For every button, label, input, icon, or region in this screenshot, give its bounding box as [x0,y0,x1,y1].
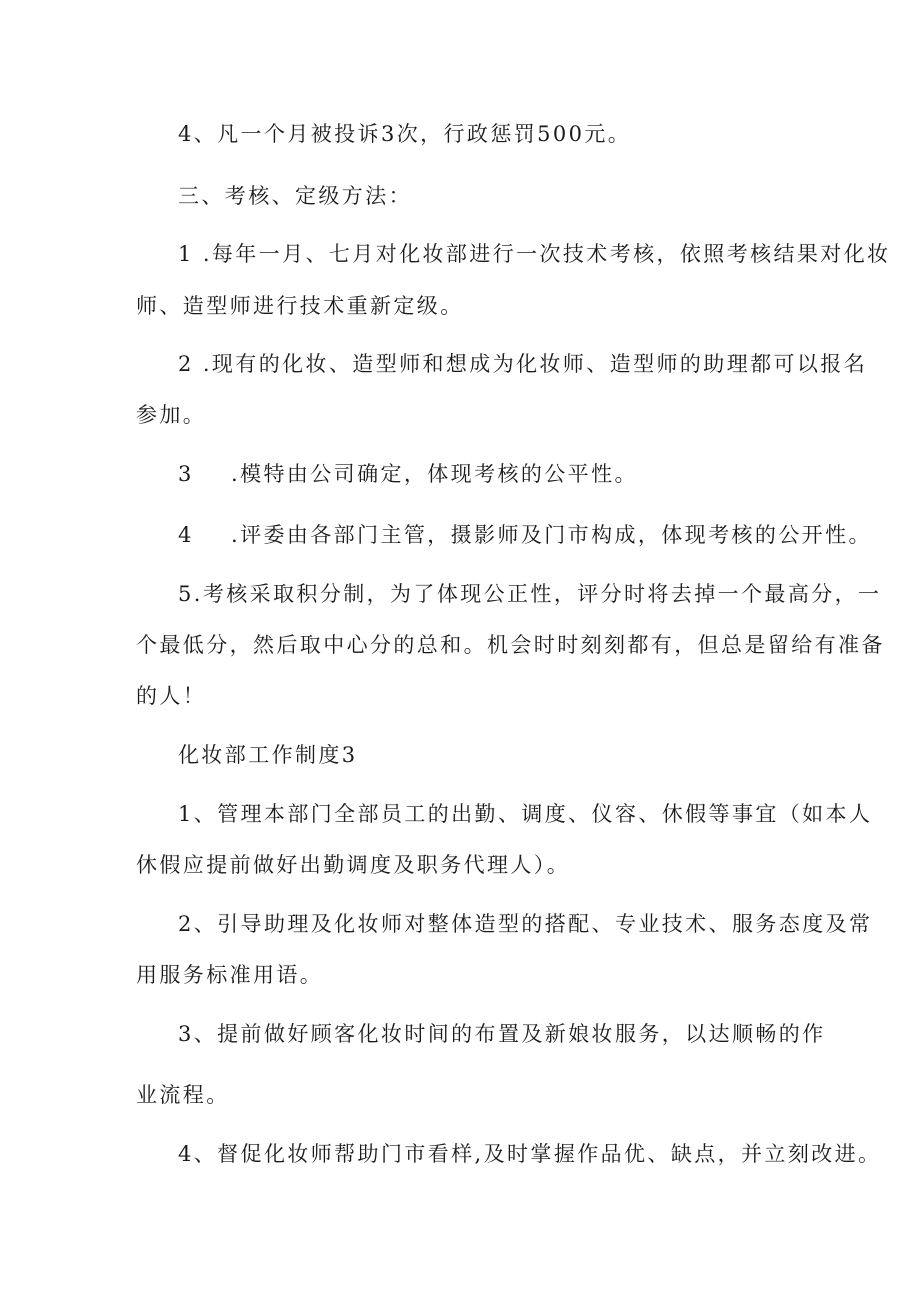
work-rule-3-line-2: 业流程。 [136,1083,230,1107]
assessment-item-3-number: 3 [178,462,194,486]
work-rule-1-line-1: 1、管理本部门全部员工的出勤、调度、仪容、休假等事宜（如本人 [178,802,873,826]
section-title-work-rules-3: 化妆部工作制度3 [178,743,358,767]
work-rule-2-line-1: 2、引导助理及化妆师对整体造型的搭配、专业技术、服务态度及常 [178,912,873,936]
assessment-item-2-line-1: 2 .现有的化妆、造型师和想成为化妆师、造型师的助理都可以报名 [178,352,868,376]
assessment-item-1-line-1: 1 .每年一月、七月对化妆部进行一次技术考核，依照考核结果对化妆 [178,242,891,266]
section-heading-assessment: 三、考核、定级方法： [178,184,412,208]
assessment-item-4-number: 4 [178,523,194,547]
work-rule-2-line-2: 用服务标准用语。 [136,963,324,987]
work-rule-4: 4、督促化妆师帮助门市看样,及时掌握作品优、缺点，并立刻改进。 [178,1142,882,1166]
assessment-item-2-line-2: 参加。 [136,403,207,427]
penalty-rule-4: 4、凡一个月被投诉3次，行政惩罚500元。 [178,122,632,146]
assessment-item-4-text: .评委由各部门主管，摄影师及门市构成，体现考核的公开性。 [231,523,872,547]
assessment-item-5-line-3: 的人！ [136,684,207,708]
assessment-item-5-line-2: 个最低分，然后取中心分的总和。机会时时刻刻都有，但总是留给有准备 [136,633,885,657]
assessment-item-1-line-2: 师、造型师进行技术重新定级。 [136,294,464,318]
assessment-item-5-line-1: 5.考核采取积分制，为了体现公正性，评分时将去掉一个最高分，一 [178,582,882,606]
assessment-item-3-text: .模特由公司确定，体现考核的公平性。 [231,462,638,486]
work-rule-3-line-1: 3、提前做好顾客化妆时间的布置及新娘妆服务，以达顺畅的作 [178,1022,826,1046]
work-rule-1-line-2: 休假应提前做好出勤调度及职务代理人）。 [136,853,571,877]
